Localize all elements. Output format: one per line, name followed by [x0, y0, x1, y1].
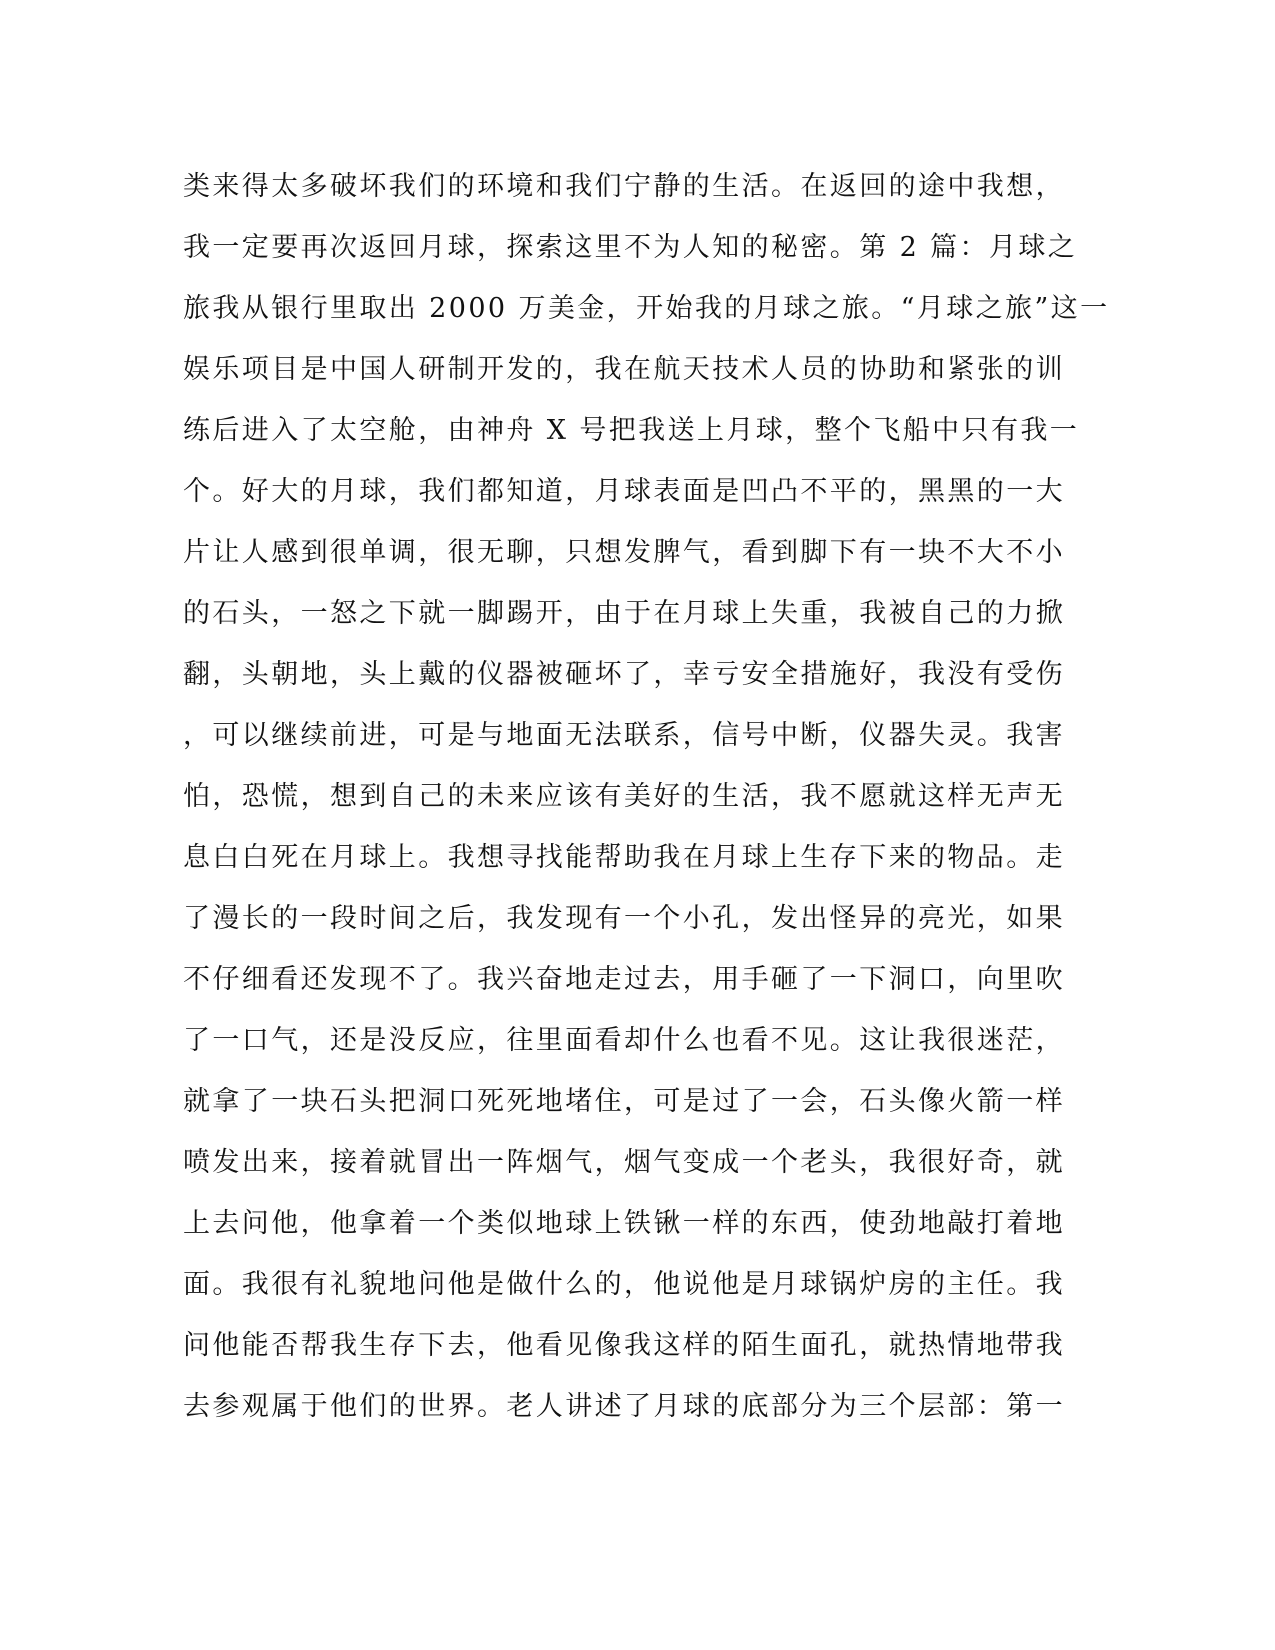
text-line: 旅我从银行里取出 2000 万美金，开始我的月球之旅。“月球之旅”这一 [183, 293, 1110, 324]
text-line: 了漫长的一段时间之后，我发现有一个小孔，发出怪异的亮光，如果 [183, 903, 1065, 934]
text-line: 类来得太多破坏我们的环境和我们宁静的生活。在返回的途中我想， [183, 171, 1065, 202]
body-text [183, 156, 1110, 1437]
text-line: 就拿了一块石头把洞口死死地堵住，可是过了一会，石头像火箭一样 [183, 1086, 1065, 1117]
text-line: 练后进入了太空舱，由神舟 X 号把我送上月球，整个飞船中只有我一 [183, 415, 1080, 446]
text-line: 娱乐项目是中国人研制开发的，我在航天技术人员的协助和紧张的训 [183, 354, 1065, 385]
text-line: 片让人感到很单调，很无聊，只想发脾气，看到脚下有一块不大不小 [183, 537, 1065, 568]
text-line: 面。我很有礼貌地问他是做什么的，他说他是月球锅炉房的主任。我 [183, 1269, 1065, 1300]
text-line: 个。好大的月球，我们都知道，月球表面是凹凸不平的，黑黑的一大 [183, 476, 1065, 507]
text-line: 去参观属于他们的世界。老人讲述了月球的底部分为三个层部：第一 [183, 1391, 1065, 1422]
text-line: 息白白死在月球上。我想寻找能帮助我在月球上生存下来的物品。走 [183, 842, 1065, 873]
text-line: 怕，恐慌，想到自己的未来应该有美好的生活，我不愿就这样无声无 [183, 781, 1065, 812]
text-line: 了一口气，还是没反应，往里面看却什么也看不见。这让我很迷茫， [183, 1025, 1065, 1056]
text-line: 喷发出来，接着就冒出一阵烟气，烟气变成一个老头，我很好奇，就 [183, 1147, 1065, 1178]
text-line: 我一定要再次返回月球，探索这里不为人知的秘密。第 2 篇：月球之 [183, 232, 1078, 263]
text-line: 上去问他，他拿着一个类似地球上铁锹一样的东西，使劲地敲打着地 [183, 1208, 1065, 1239]
text-line: 不仔细看还发现不了。我兴奋地走过去，用手砸了一下洞口，向里吹 [183, 964, 1065, 995]
text-line: 问他能否帮我生存下去，他看见像我这样的陌生面孔，就热情地带我 [183, 1330, 1065, 1361]
text-line: 翻，头朝地，头上戴的仪器被砸坏了，幸亏安全措施好，我没有受伤 [183, 659, 1065, 690]
text-line: ，可以继续前进，可是与地面无法联系，信号中断，仪器失灵。我害 [183, 720, 1065, 751]
text-line: 的石头，一怒之下就一脚踢开，由于在月球上失重，我被自己的力掀 [183, 598, 1065, 629]
